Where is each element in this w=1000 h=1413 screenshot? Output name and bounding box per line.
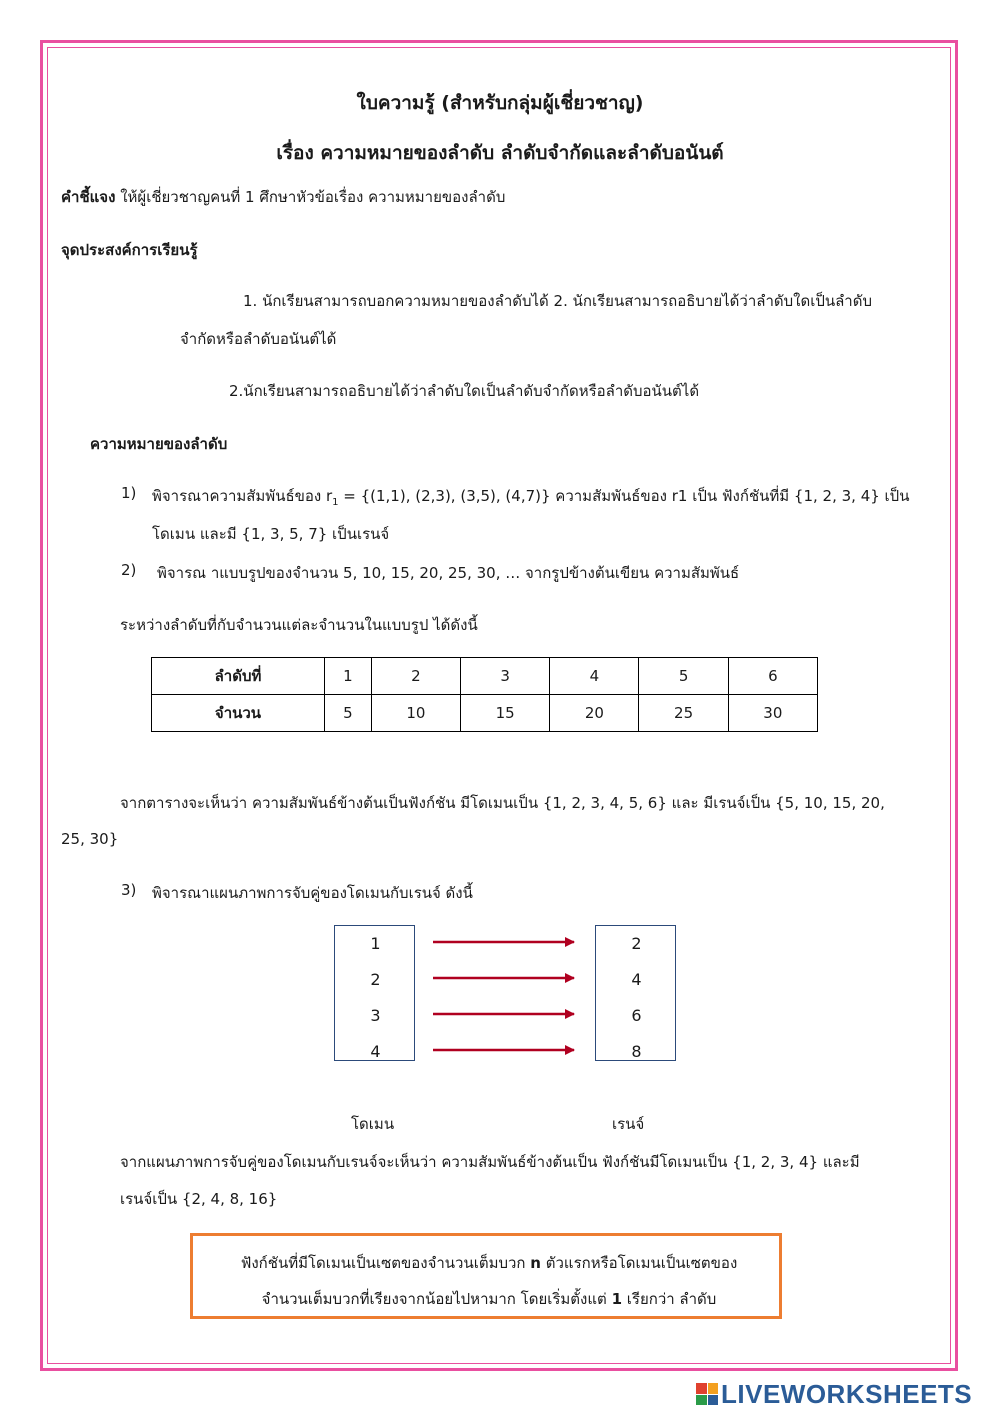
table-cell: 25: [639, 695, 728, 732]
instruction: [61, 185, 505, 209]
definition-number: 1: [611, 1290, 622, 1308]
table-cell: 1: [325, 658, 372, 695]
range-value: 8: [631, 1042, 642, 1061]
definition-box: [190, 1233, 782, 1319]
table-cell: 6: [728, 658, 817, 695]
point-3-number: 3): [121, 881, 137, 899]
domain-label: โดเมน: [351, 1115, 395, 1133]
definition-text: จำนวนเต็มบวกที่เรียงจากน้อยไปหามาก โดยเริ่มตั้งแต่: [261, 1290, 612, 1308]
definition-variable: n: [530, 1254, 541, 1272]
table-cell: 30: [728, 695, 817, 732]
objective-1-line1: 1. นักเรียนสามารถบอกความหมายของลำดับได้ 2. นักเรียนสามารถอธิบายได้ว่าลำดับใดเป็นลำดับ: [243, 292, 872, 310]
page-subtitle: เรื่อง ความหมายของลำดับ ลำดับจำกัดและลำดับอนันต์: [276, 142, 724, 164]
liveworksheets-logo[interactable]: [696, 1379, 972, 1409]
point-1-number: 1): [121, 484, 137, 502]
objective-2: 2.นักเรียนสามารถอธิบายได้ว่าลำดับใดเป็นลำดับจำกัดหรือลำดับอนันต์ได้: [229, 382, 700, 400]
definition-line2: [193, 1287, 785, 1311]
domain-value: 4: [370, 1042, 381, 1061]
table-row-label: ลำดับที่: [152, 658, 325, 695]
point-1-post: = {(1,1), (2,3), (3,5), (4,7)} ความสัมพันธ์ของ r1 เป็น ฟังก์ชันที่มี {1, 2, 3, 4} เป็น: [338, 487, 910, 505]
logo-text: LIVEWORKSHEETS: [721, 1378, 973, 1409]
sequence-table: [151, 657, 818, 732]
objectives-heading: จุดประสงค์การเรียนรู้: [61, 241, 198, 259]
table-cell: 5: [639, 658, 728, 695]
definition-text: ตัวแรกหรือโดเมนเป็นเซตของ: [540, 1254, 738, 1272]
table-cell: 4: [550, 658, 639, 695]
table-cell: 10: [371, 695, 460, 732]
definition-text: เรียกว่า ลำดับ: [622, 1290, 717, 1308]
point-2-line2: ระหว่างลำดับที่กับจำนวนแต่ละจำนวนในแบบรูป ได้ดังนี้: [120, 616, 478, 634]
table-row: [152, 695, 818, 732]
page-title: ใบความรู้ (สำหรับกลุ่มผู้เชี่ยวชาญ): [356, 92, 644, 114]
table-cell: 15: [461, 695, 550, 732]
domain-set-box: [334, 925, 415, 1061]
meaning-heading: ความหมายของลำดับ: [90, 435, 228, 453]
point-2-number: 2): [121, 561, 137, 579]
domain-value: 3: [370, 1006, 381, 1025]
definition-text: ฟังก์ชันที่มีโดเมนเป็นเซตของจำนวนเต็มบวก: [240, 1254, 531, 1272]
objective-1-line2: จำกัดหรือลำดับอนันต์ได้: [180, 330, 337, 348]
instruction-label: คำชี้แจง: [61, 188, 116, 206]
point-2-line1: พิจารณ าแบบรูปของจำนวน 5, 10, 15, 20, 25, 30, … จากรูปข้างต้นเขียน ความสัมพันธ์: [157, 564, 740, 582]
point-1-line2: โดเมน และมี {1, 3, 5, 7} เป็นเรนจ์: [152, 525, 390, 543]
table-row-label: จำนวน: [152, 695, 325, 732]
table-conclusion-line1: จากตารางจะเห็นว่า ความสัมพันธ์ข้างต้นเป็นฟังก์ชัน มีโดเมนเป็น {1, 2, 3, 4, 5, 6} และ มีเรนจ์เป็น {5, 10, 15, 20,: [120, 794, 885, 812]
mapping-conclusion-line1: จากแผนภาพการจับคู่ของโดเมนกับเรนจ์จะเห็นว่า ความสัมพันธ์ข้างต้นเป็น ฟังก์ชันมีโดเมนเป็น {1, 2, 3, 4} และมี: [120, 1153, 860, 1171]
point-1-subscript: 1: [332, 497, 339, 508]
domain-value: 1: [370, 934, 381, 953]
definition-line1: [193, 1251, 785, 1275]
table-row: [152, 658, 818, 695]
range-value: 4: [631, 970, 642, 989]
range-value: 2: [631, 934, 642, 953]
table-cell: 5: [325, 695, 372, 732]
range-set-box: [595, 925, 676, 1061]
range-label: เรนจ์: [612, 1115, 645, 1133]
range-value: 6: [631, 1006, 642, 1025]
table-cell: 20: [550, 695, 639, 732]
point-1-line1: [152, 484, 909, 508]
table-cell: 2: [371, 658, 460, 695]
point-1-pre: พิจารณาความสัมพันธ์ของ r: [152, 487, 333, 505]
table-conclusion-line2: 25, 30}: [61, 830, 119, 848]
point-3-text: พิจารณาแผนภาพการจับคู่ของโดเมนกับเรนจ์ ดังนี้: [152, 884, 473, 902]
logo-badge-icon: [696, 1383, 718, 1405]
table-cell: 3: [461, 658, 550, 695]
mapping-conclusion-line2: เรนจ์เป็น {2, 4, 8, 16}: [120, 1190, 278, 1208]
mapping-arrows: [430, 930, 580, 1060]
domain-value: 2: [370, 970, 381, 989]
instruction-text: ให้ผู้เชี่ยวชาญคนที่ 1 ศึกษาหัวข้อเรื่อง ความหมายของลำดับ: [120, 188, 506, 206]
